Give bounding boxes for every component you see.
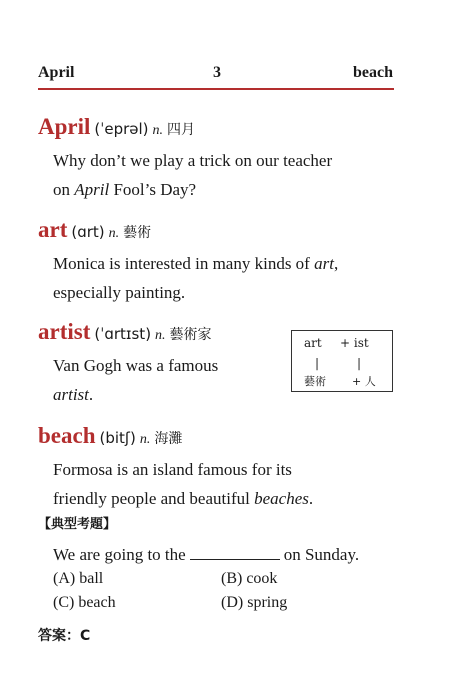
pronunciation: (bitʃ) xyxy=(99,429,136,447)
example-text: on xyxy=(53,180,75,199)
chinese-meaning: 四月 xyxy=(167,122,196,138)
example-line xyxy=(53,278,338,307)
example-line xyxy=(53,146,332,175)
suffix-part: + ist xyxy=(340,336,369,350)
example-line xyxy=(53,351,218,380)
example-italic: art xyxy=(314,254,334,273)
option-b: (B) cook xyxy=(221,570,278,587)
entry-headline xyxy=(38,317,218,351)
example-text: Fool’s Day? xyxy=(109,180,197,199)
quiz-title: 【典型考題】 xyxy=(38,517,117,532)
header-guide-word-left: April xyxy=(38,64,75,81)
part-of-speech: n. xyxy=(152,123,164,138)
chinese-meaning: 藝術 xyxy=(123,225,152,241)
entry-artist xyxy=(38,317,218,409)
entry-art xyxy=(38,215,338,307)
pronunciation: (ˈɑrtɪst) xyxy=(94,325,152,343)
quiz-options xyxy=(38,570,418,618)
example-text: especially painting. xyxy=(53,283,186,302)
example-text: Why don’t we play a trick on our teacher xyxy=(53,151,333,170)
part-of-speech: n. xyxy=(139,432,151,447)
example-text: Monica is interested in many kinds of xyxy=(53,254,315,273)
question-text: on Sunday. xyxy=(283,545,360,564)
suffix-meaning: + 人 xyxy=(352,375,376,388)
example-line xyxy=(53,249,338,278)
part-of-speech: n. xyxy=(108,226,120,241)
header-rule xyxy=(38,88,394,90)
question-text: We are going to the xyxy=(53,545,186,564)
option-a: (A) ball xyxy=(53,570,104,587)
option-c: (C) beach xyxy=(53,594,116,611)
root-part: art xyxy=(304,336,322,350)
chinese-meaning: 海灘 xyxy=(154,431,183,447)
example-italic: artist xyxy=(53,385,89,404)
example-sentence xyxy=(38,455,313,513)
option-d: (D) spring xyxy=(221,594,288,611)
example-text: Formosa is an island famous for its xyxy=(53,460,292,479)
part-of-speech: n. xyxy=(155,328,166,343)
example-sentence xyxy=(38,146,332,204)
quiz-answer: 答案：C xyxy=(38,628,91,644)
root-meaning: 藝術 xyxy=(304,375,326,388)
example-italic: April xyxy=(74,180,110,199)
example-text: . xyxy=(308,489,314,508)
word-formation-box xyxy=(291,330,393,392)
connector-line: | xyxy=(315,356,320,370)
answer-blank xyxy=(190,546,280,560)
headword: art xyxy=(38,217,68,242)
example-line xyxy=(53,455,313,484)
page-header xyxy=(38,64,393,86)
page-number: 3 xyxy=(213,64,221,81)
pronunciation: (ɑrt) xyxy=(71,223,105,241)
headword: artist xyxy=(38,319,91,344)
connector-line: | xyxy=(357,356,362,370)
example-text: Van Gogh was a famous xyxy=(53,356,219,375)
quiz-question xyxy=(38,540,418,570)
entry-beach xyxy=(38,421,313,513)
chinese-meaning: 藝術家 xyxy=(169,327,212,343)
example-sentence xyxy=(38,351,218,409)
example-sentence xyxy=(38,249,338,307)
entry-headline xyxy=(38,421,313,455)
example-line xyxy=(53,484,313,513)
example-italic: beaches xyxy=(254,489,309,508)
pronunciation: (ˈeprəl) xyxy=(94,120,149,138)
entry-april xyxy=(38,112,332,204)
headword: April xyxy=(38,114,91,139)
example-line xyxy=(53,175,332,204)
entry-headline xyxy=(38,215,338,249)
example-text: friendly people and beautiful xyxy=(53,489,255,508)
example-text: , xyxy=(333,254,339,273)
headword: beach xyxy=(38,423,96,448)
entry-headline xyxy=(38,112,332,146)
header-guide-word-right: beach xyxy=(353,64,393,81)
quiz-section xyxy=(38,514,418,648)
example-text: . xyxy=(88,385,94,404)
example-line xyxy=(53,380,218,409)
